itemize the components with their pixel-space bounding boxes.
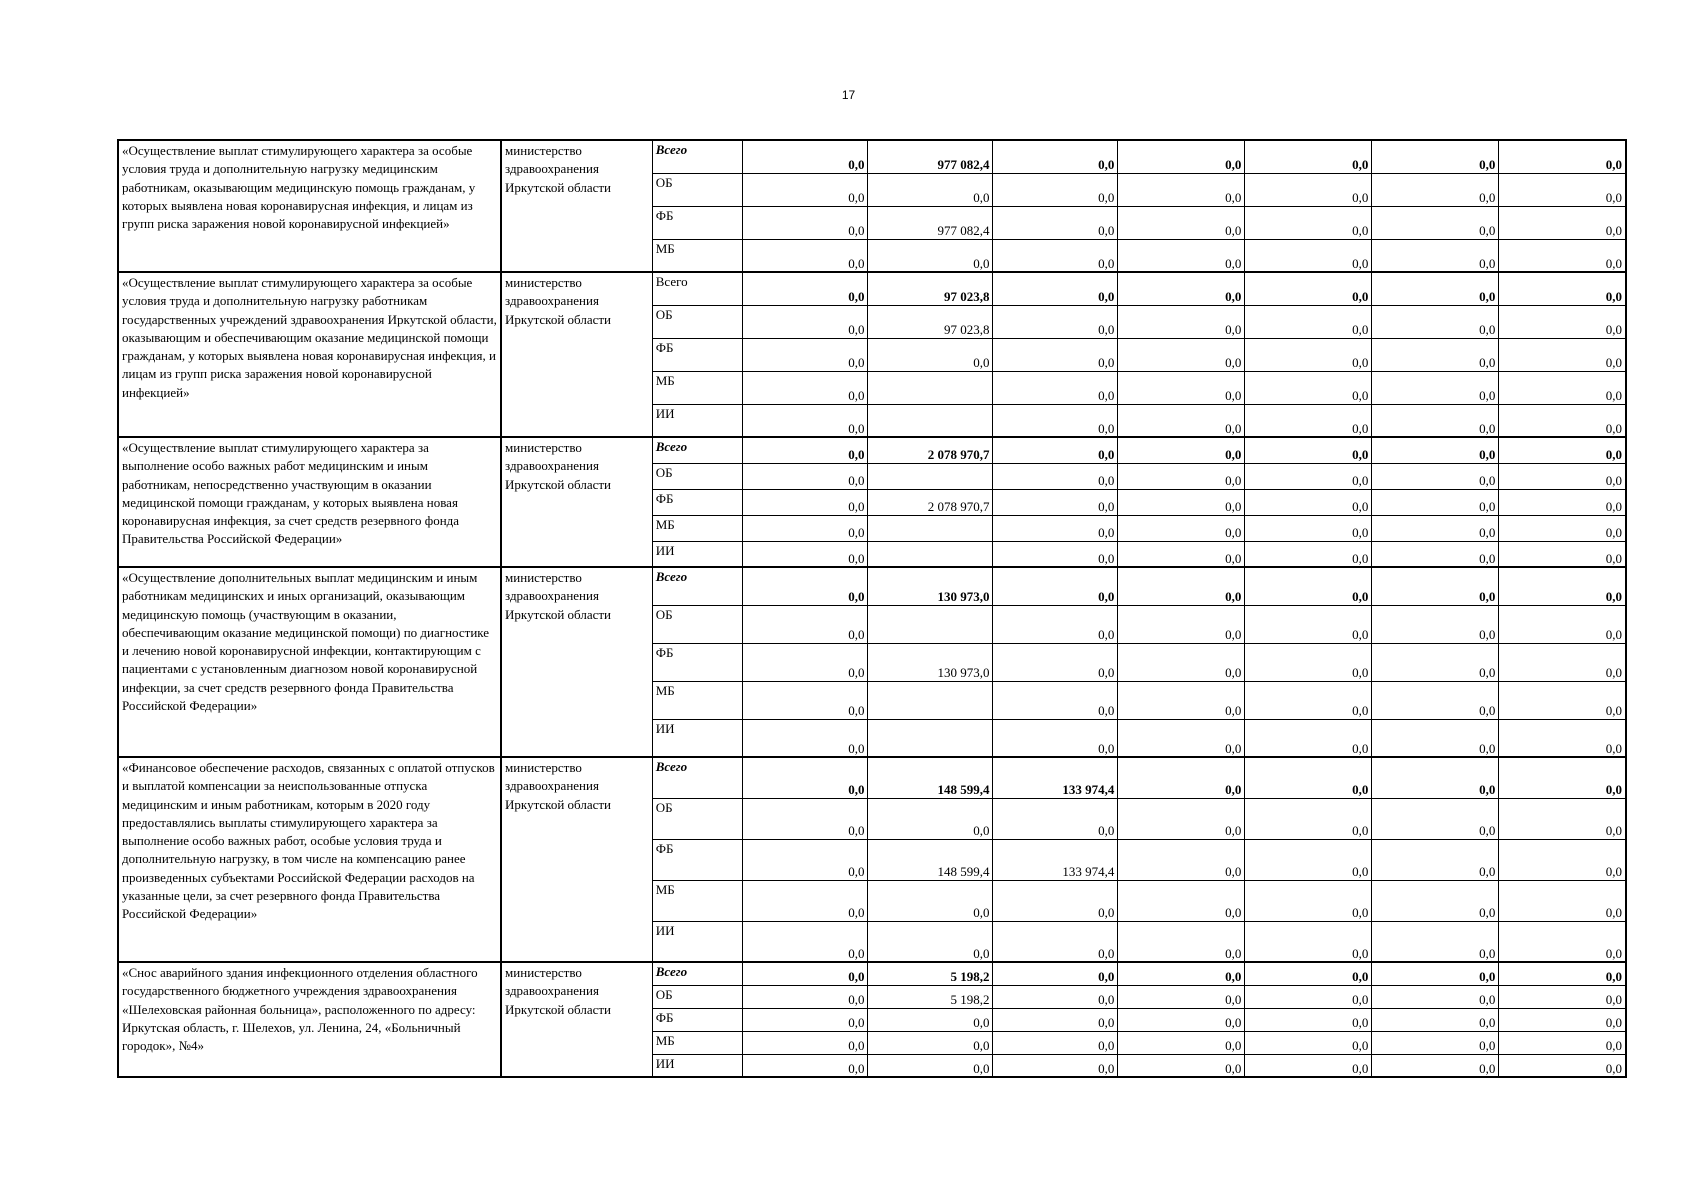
funding-source: ИИ <box>652 719 743 757</box>
amount-cell: 0,0 <box>1499 839 1626 880</box>
amount-cell: 0,0 <box>868 1031 993 1054</box>
amount-cell: 0,0 <box>1499 206 1626 239</box>
amount-cell <box>868 541 993 567</box>
amount-cell: 0,0 <box>1372 404 1499 437</box>
amount-cell: 0,0 <box>1118 1031 1245 1054</box>
amount-cell: 0,0 <box>993 239 1118 272</box>
amount-cell: 0,0 <box>1372 140 1499 173</box>
amount-cell: 0,0 <box>1372 798 1499 839</box>
amount-cell: 0,0 <box>1118 489 1245 515</box>
amount-cell: 148 599,4 <box>868 757 993 798</box>
amount-cell: 0,0 <box>1499 239 1626 272</box>
amount-cell: 0,0 <box>1118 239 1245 272</box>
amount-cell: 0,0 <box>1245 839 1372 880</box>
funding-source: ОБ <box>652 173 743 206</box>
funding-source: Всего <box>652 437 743 463</box>
measure-description: «Осуществление выплат стимулирующего характера за выполнение особо важных работ медицинским и иным работникам, непосредственно участвующим в оказании медицинской помощи гражданам, у которых выявлена новая коронавирусная инфекция, за счет средств резервного фонда Правительства Российской Федерации» <box>118 437 501 567</box>
funding-source: Всего <box>652 272 743 305</box>
amount-cell: 0,0 <box>868 338 993 371</box>
amount-cell: 0,0 <box>1245 1008 1372 1031</box>
amount-cell: 0,0 <box>1118 798 1245 839</box>
amount-cell: 0,0 <box>993 206 1118 239</box>
amount-cell: 97 023,8 <box>868 272 993 305</box>
amount-cell: 0,0 <box>743 921 868 962</box>
amount-cell: 0,0 <box>1245 643 1372 681</box>
amount-cell: 0,0 <box>743 305 868 338</box>
amount-cell: 0,0 <box>1245 272 1372 305</box>
amount-cell: 0,0 <box>868 1008 993 1031</box>
amount-cell: 0,0 <box>743 140 868 173</box>
amount-cell: 0,0 <box>1499 681 1626 719</box>
amount-cell: 0,0 <box>1245 489 1372 515</box>
amount-cell: 0,0 <box>1372 371 1499 404</box>
amount-cell: 0,0 <box>1372 839 1499 880</box>
amount-cell: 0,0 <box>743 798 868 839</box>
amount-cell: 130 973,0 <box>868 643 993 681</box>
amount-cell: 0,0 <box>1118 140 1245 173</box>
amount-cell: 0,0 <box>1499 1008 1626 1031</box>
responsible-executor: министерство здравоохранения Иркутской области <box>501 437 652 567</box>
budget-table <box>117 139 1627 1078</box>
amount-cell: 0,0 <box>868 239 993 272</box>
amount-cell: 0,0 <box>868 880 993 921</box>
amount-cell: 0,0 <box>743 173 868 206</box>
amount-cell: 0,0 <box>1372 489 1499 515</box>
amount-cell: 0,0 <box>1245 681 1372 719</box>
amount-cell: 0,0 <box>1499 985 1626 1008</box>
funding-source: ОБ <box>652 985 743 1008</box>
amount-cell: 0,0 <box>1245 985 1372 1008</box>
amount-cell: 0,0 <box>1245 757 1372 798</box>
amount-cell: 0,0 <box>1372 463 1499 489</box>
amount-cell: 0,0 <box>993 681 1118 719</box>
amount-cell: 0,0 <box>1372 719 1499 757</box>
amount-cell: 0,0 <box>993 404 1118 437</box>
amount-cell: 0,0 <box>1372 437 1499 463</box>
amount-cell: 148 599,4 <box>868 839 993 880</box>
amount-cell: 0,0 <box>993 541 1118 567</box>
amount-cell: 0,0 <box>1499 1031 1626 1054</box>
responsible-executor: министерство здравоохранения Иркутской области <box>501 757 652 962</box>
amount-cell: 0,0 <box>743 206 868 239</box>
amount-cell: 0,0 <box>1118 681 1245 719</box>
amount-cell: 0,0 <box>1118 515 1245 541</box>
amount-cell: 0,0 <box>743 567 868 605</box>
measure-description: «Осуществление дополнительных выплат медицинским и иным работникам медицинских и иных организаций, оказывающим медицинскую помощь (участвующим в оказании, обеспечивающим оказание медицинской помощи) по диагностике и лечению новой коронавирусной инфекции, контактирующим с пациентами с установленным диагнозом новой коронавирусной инфекции, за счет средств резервного фонда Правительства Российской Федерации» <box>118 567 501 757</box>
amount-cell: 0,0 <box>1118 1008 1245 1031</box>
amount-cell <box>868 371 993 404</box>
funding-source: МБ <box>652 515 743 541</box>
funding-source: ОБ <box>652 605 743 643</box>
measure-description: «Осуществление выплат стимулирующего характера за особые условия труда и дополнительную нагрузку медицинским работникам, оказывающим медицинскую помощь гражданам, у которых выявлена новая коронавирусная инфекция, и лицам из групп риска заражения новой коронавирусной инфекцией» <box>118 140 501 272</box>
amount-cell: 0,0 <box>743 1008 868 1031</box>
amount-cell: 0,0 <box>1245 567 1372 605</box>
amount-cell: 0,0 <box>1499 338 1626 371</box>
amount-cell: 0,0 <box>743 437 868 463</box>
amount-cell <box>868 681 993 719</box>
amount-cell: 0,0 <box>1118 463 1245 489</box>
funding-source: Всего <box>652 962 743 985</box>
responsible-executor: министерство здравоохранения Иркутской области <box>501 567 652 757</box>
amount-cell: 0,0 <box>1372 305 1499 338</box>
amount-cell: 0,0 <box>1372 1008 1499 1031</box>
amount-cell <box>868 719 993 757</box>
amount-cell: 0,0 <box>1499 757 1626 798</box>
amount-cell: 0,0 <box>1118 643 1245 681</box>
amount-cell: 0,0 <box>1245 719 1372 757</box>
amount-cell: 0,0 <box>1245 404 1372 437</box>
amount-cell: 977 082,4 <box>868 140 993 173</box>
amount-cell: 0,0 <box>1499 643 1626 681</box>
amount-cell: 0,0 <box>868 173 993 206</box>
funding-source: Всего <box>652 567 743 605</box>
amount-cell: 0,0 <box>1372 515 1499 541</box>
amount-cell: 0,0 <box>1372 541 1499 567</box>
amount-cell: 0,0 <box>1245 173 1372 206</box>
measure-description: «Снос аварийного здания инфекционного отделения областного государственного бюджетного учреждения здравоохранения «Шелеховская районная больница», расположенного по адресу: Иркутская область, г. Шелехов, ул. Ленина, 24, «Больничный городок», №4» <box>118 962 501 1077</box>
amount-cell: 0,0 <box>1118 985 1245 1008</box>
amount-cell: 0,0 <box>1118 371 1245 404</box>
amount-cell: 0,0 <box>1372 206 1499 239</box>
amount-cell: 0,0 <box>1499 798 1626 839</box>
amount-cell: 0,0 <box>1499 272 1626 305</box>
amount-cell: 0,0 <box>993 605 1118 643</box>
amount-cell: 0,0 <box>1499 305 1626 338</box>
amount-cell: 0,0 <box>1245 541 1372 567</box>
amount-cell: 0,0 <box>1118 839 1245 880</box>
amount-cell: 0,0 <box>1118 921 1245 962</box>
amount-cell: 0,0 <box>743 962 868 985</box>
amount-cell: 0,0 <box>1245 437 1372 463</box>
amount-cell: 0,0 <box>1118 880 1245 921</box>
amount-cell: 0,0 <box>1499 371 1626 404</box>
amount-cell: 0,0 <box>1372 338 1499 371</box>
amount-cell: 0,0 <box>743 338 868 371</box>
amount-cell: 0,0 <box>993 489 1118 515</box>
amount-cell: 0,0 <box>993 437 1118 463</box>
amount-cell: 0,0 <box>743 985 868 1008</box>
amount-cell: 0,0 <box>1245 305 1372 338</box>
amount-cell: 0,0 <box>743 681 868 719</box>
amount-cell: 0,0 <box>1372 173 1499 206</box>
table-row <box>118 567 1626 605</box>
funding-source: ФБ <box>652 643 743 681</box>
amount-cell: 0,0 <box>1118 272 1245 305</box>
amount-cell: 0,0 <box>1118 567 1245 605</box>
amount-cell: 0,0 <box>993 985 1118 1008</box>
amount-cell: 0,0 <box>993 140 1118 173</box>
funding-source: ФБ <box>652 839 743 880</box>
amount-cell: 2 078 970,7 <box>868 437 993 463</box>
funding-source: ИИ <box>652 404 743 437</box>
amount-cell: 0,0 <box>1372 1054 1499 1077</box>
amount-cell: 0,0 <box>1118 338 1245 371</box>
amount-cell: 0,0 <box>993 371 1118 404</box>
funding-source: Всего <box>652 140 743 173</box>
amount-cell: 0,0 <box>868 798 993 839</box>
amount-cell: 0,0 <box>1245 921 1372 962</box>
amount-cell: 0,0 <box>743 515 868 541</box>
amount-cell: 0,0 <box>1245 338 1372 371</box>
amount-cell: 0,0 <box>993 515 1118 541</box>
funding-source: ИИ <box>652 921 743 962</box>
amount-cell: 130 973,0 <box>868 567 993 605</box>
amount-cell: 0,0 <box>1372 880 1499 921</box>
amount-cell: 0,0 <box>1245 1054 1372 1077</box>
amount-cell: 133 974,4 <box>993 757 1118 798</box>
amount-cell: 0,0 <box>993 880 1118 921</box>
amount-cell: 0,0 <box>1499 541 1626 567</box>
funding-source: ФБ <box>652 206 743 239</box>
amount-cell: 0,0 <box>1499 567 1626 605</box>
funding-source: ОБ <box>652 305 743 338</box>
amount-cell: 0,0 <box>993 798 1118 839</box>
amount-cell: 0,0 <box>1372 272 1499 305</box>
amount-cell: 0,0 <box>743 1054 868 1077</box>
amount-cell: 0,0 <box>1372 1031 1499 1054</box>
amount-cell: 0,0 <box>1372 757 1499 798</box>
amount-cell: 0,0 <box>1499 921 1626 962</box>
amount-cell: 0,0 <box>1372 643 1499 681</box>
amount-cell: 0,0 <box>743 880 868 921</box>
amount-cell: 0,0 <box>743 1031 868 1054</box>
funding-source: ИИ <box>652 541 743 567</box>
amount-cell: 0,0 <box>993 173 1118 206</box>
amount-cell: 0,0 <box>868 1054 993 1077</box>
amount-cell: 0,0 <box>993 962 1118 985</box>
amount-cell: 0,0 <box>993 305 1118 338</box>
amount-cell: 0,0 <box>1245 239 1372 272</box>
amount-cell: 0,0 <box>993 1008 1118 1031</box>
funding-source: МБ <box>652 239 743 272</box>
amount-cell: 0,0 <box>1499 880 1626 921</box>
amount-cell: 0,0 <box>1118 206 1245 239</box>
amount-cell: 0,0 <box>743 757 868 798</box>
amount-cell: 0,0 <box>1499 489 1626 515</box>
amount-cell: 0,0 <box>1118 719 1245 757</box>
table-row <box>118 757 1626 798</box>
amount-cell: 0,0 <box>993 338 1118 371</box>
amount-cell: 0,0 <box>1499 605 1626 643</box>
amount-cell: 0,0 <box>743 272 868 305</box>
amount-cell: 0,0 <box>1245 463 1372 489</box>
amount-cell: 0,0 <box>1499 1054 1626 1077</box>
amount-cell: 0,0 <box>1372 985 1499 1008</box>
amount-cell: 0,0 <box>1118 1054 1245 1077</box>
amount-cell: 0,0 <box>743 719 868 757</box>
amount-cell: 0,0 <box>1372 605 1499 643</box>
amount-cell: 0,0 <box>1118 605 1245 643</box>
amount-cell: 5 198,2 <box>868 962 993 985</box>
amount-cell: 0,0 <box>1499 404 1626 437</box>
funding-source: ФБ <box>652 338 743 371</box>
amount-cell: 0,0 <box>743 404 868 437</box>
amount-cell: 0,0 <box>1245 206 1372 239</box>
amount-cell: 0,0 <box>1245 515 1372 541</box>
amount-cell: 0,0 <box>993 643 1118 681</box>
amount-cell <box>868 515 993 541</box>
funding-source: МБ <box>652 880 743 921</box>
table-row <box>118 437 1626 463</box>
amount-cell: 0,0 <box>1118 305 1245 338</box>
amount-cell: 0,0 <box>1499 463 1626 489</box>
amount-cell: 0,0 <box>1372 239 1499 272</box>
funding-source: МБ <box>652 371 743 404</box>
amount-cell: 0,0 <box>993 272 1118 305</box>
amount-cell: 0,0 <box>1245 798 1372 839</box>
amount-cell: 97 023,8 <box>868 305 993 338</box>
amount-cell <box>868 404 993 437</box>
funding-source: ОБ <box>652 463 743 489</box>
funding-source: МБ <box>652 1031 743 1054</box>
responsible-executor: министерство здравоохранения Иркутской области <box>501 962 652 1077</box>
amount-cell: 0,0 <box>743 541 868 567</box>
amount-cell: 0,0 <box>1245 605 1372 643</box>
amount-cell: 0,0 <box>1245 1031 1372 1054</box>
measure-description: «Осуществление выплат стимулирующего характера за особые условия труда и дополнительную нагрузку работникам государственных учреждений здравоохранения Иркутской области, оказывающим и обеспечивающим оказание медицинской помощи гражданам, у которых выявлена новая коронавирусная инфекция, и лицам из групп риска заражения новой коронавирусной инфекцией» <box>118 272 501 437</box>
amount-cell: 0,0 <box>993 719 1118 757</box>
amount-cell: 0,0 <box>1118 962 1245 985</box>
page-number: 17 <box>841 88 856 102</box>
amount-cell: 0,0 <box>1499 962 1626 985</box>
amount-cell: 0,0 <box>993 1031 1118 1054</box>
amount-cell: 5 198,2 <box>868 985 993 1008</box>
amount-cell: 0,0 <box>1372 681 1499 719</box>
funding-source: ФБ <box>652 489 743 515</box>
funding-source: МБ <box>652 681 743 719</box>
amount-cell: 0,0 <box>743 839 868 880</box>
amount-cell: 0,0 <box>743 605 868 643</box>
amount-cell: 0,0 <box>1372 567 1499 605</box>
amount-cell: 0,0 <box>1245 371 1372 404</box>
table-row <box>118 272 1626 305</box>
amount-cell: 0,0 <box>1245 880 1372 921</box>
amount-cell: 0,0 <box>868 921 993 962</box>
amount-cell: 0,0 <box>1118 173 1245 206</box>
amount-cell: 0,0 <box>1499 515 1626 541</box>
amount-cell: 0,0 <box>1118 404 1245 437</box>
amount-cell: 0,0 <box>993 567 1118 605</box>
amount-cell: 0,0 <box>1118 757 1245 798</box>
amount-cell: 0,0 <box>1118 437 1245 463</box>
table-row <box>118 140 1626 173</box>
amount-cell: 0,0 <box>993 1054 1118 1077</box>
amount-cell: 0,0 <box>743 463 868 489</box>
amount-cell: 977 082,4 <box>868 206 993 239</box>
amount-cell: 0,0 <box>1499 173 1626 206</box>
responsible-executor: министерство здравоохранения Иркутской области <box>501 140 652 272</box>
amount-cell: 0,0 <box>1499 719 1626 757</box>
funding-source: ОБ <box>652 798 743 839</box>
measure-description: «Финансовое обеспечение расходов, связанных с оплатой отпусков и выплатой компенсации за неиспользованные отпуска медицинским и иным работникам, которым в 2020 году предоставлялись выплаты стимулирующего характера за выполнение особо важных работ, особые условия труда и дополнительную нагрузку, в том числе на компенсацию ранее произведенных субъектами Российской Федерации расходов на указанные цели, за счет резервного фонда Правительства Российской Федерации» <box>118 757 501 962</box>
amount-cell: 0,0 <box>743 239 868 272</box>
amount-cell: 2 078 970,7 <box>868 489 993 515</box>
amount-cell: 0,0 <box>1499 140 1626 173</box>
amount-cell: 0,0 <box>1499 437 1626 463</box>
amount-cell <box>868 463 993 489</box>
amount-cell: 0,0 <box>743 371 868 404</box>
funding-source: ИИ <box>652 1054 743 1077</box>
amount-cell: 0,0 <box>993 463 1118 489</box>
amount-cell: 0,0 <box>1245 140 1372 173</box>
amount-cell: 0,0 <box>1245 962 1372 985</box>
amount-cell: 0,0 <box>1118 541 1245 567</box>
funding-source: ФБ <box>652 1008 743 1031</box>
amount-cell: 0,0 <box>993 921 1118 962</box>
funding-source: Всего <box>652 757 743 798</box>
amount-cell: 133 974,4 <box>993 839 1118 880</box>
amount-cell: 0,0 <box>1372 921 1499 962</box>
table-row <box>118 962 1626 985</box>
amount-cell: 0,0 <box>743 643 868 681</box>
amount-cell: 0,0 <box>743 489 868 515</box>
amount-cell <box>868 605 993 643</box>
responsible-executor: министерство здравоохранения Иркутской области <box>501 272 652 437</box>
amount-cell: 0,0 <box>1372 962 1499 985</box>
